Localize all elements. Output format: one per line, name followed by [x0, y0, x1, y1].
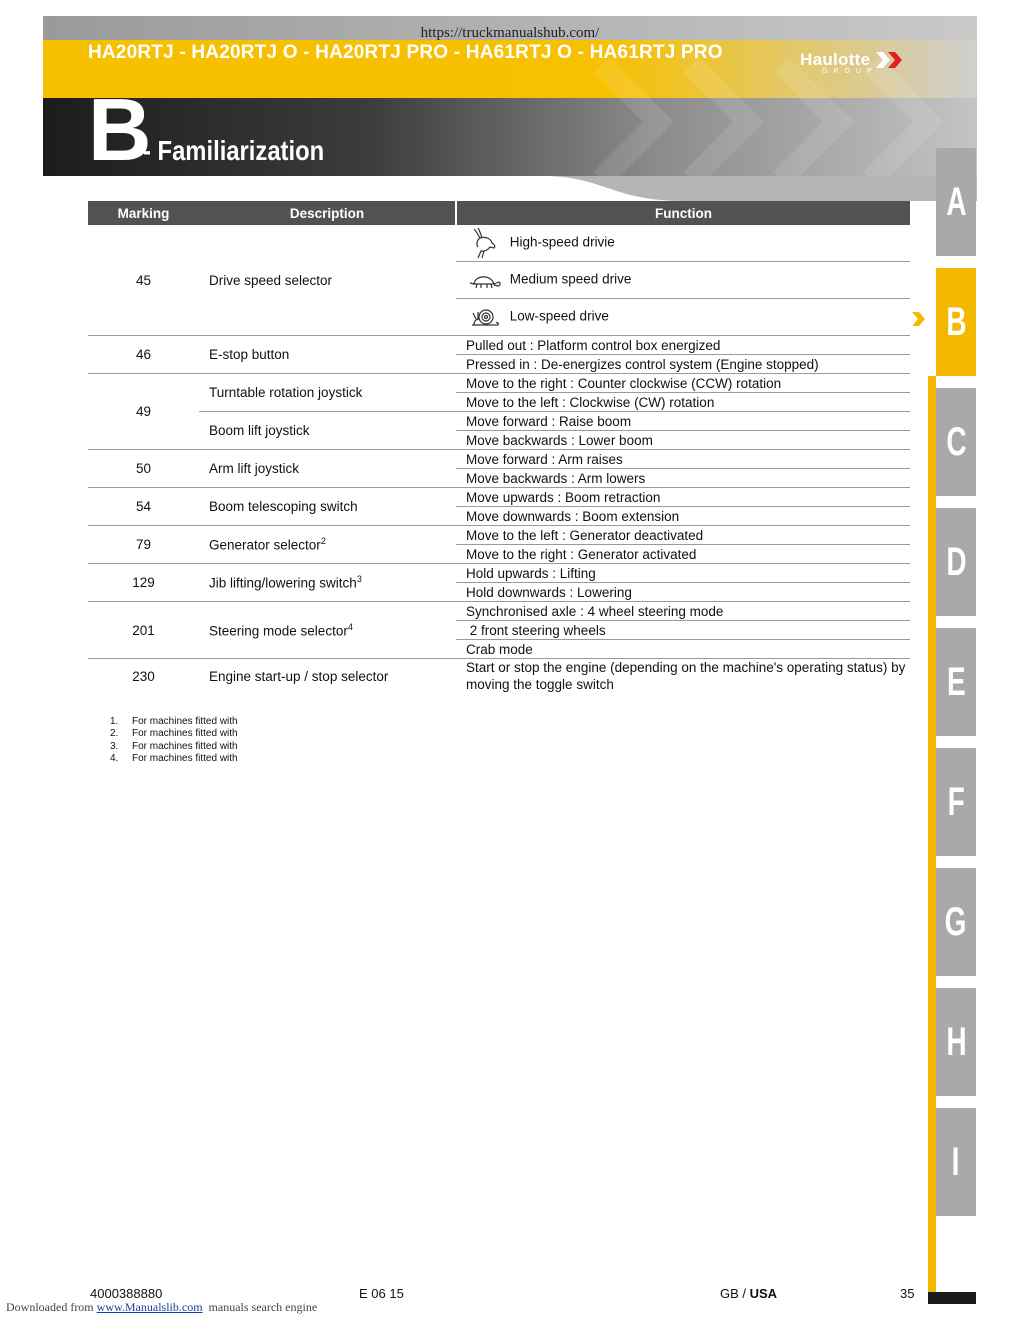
footnote-item: 3. For machines fitted with	[110, 740, 238, 752]
function-text: Start or stop the engine (depending on the machine's operating status) by moving the toggle switch	[466, 660, 906, 692]
row-mark: 230	[132, 668, 155, 684]
header-marking: Marking	[88, 201, 199, 225]
function-text: Pulled out : Platform control box energized	[456, 336, 910, 355]
footnote-item: 2. For machines fitted with	[110, 728, 238, 740]
function-text: Move downwards : Boom extension	[456, 507, 910, 526]
row-description: Generator selector$^2$	[199, 526, 456, 564]
page-number: 35	[900, 1286, 915, 1301]
tab-h[interactable]: H	[936, 988, 976, 1096]
tab-e[interactable]: E	[936, 628, 976, 736]
function-text: Low-speed drive	[509, 308, 609, 324]
function-text: Pressed in : De-energizes control system (Engine stopped)	[456, 355, 910, 374]
function-cell	[456, 299, 910, 336]
side-bottom-bar	[928, 1292, 976, 1304]
row-description: E-stop button	[199, 336, 456, 374]
function-cell	[456, 262, 910, 299]
function-text: High-speed drivie	[509, 234, 615, 250]
footnote-item: 1. For machines fitted with	[110, 716, 238, 727]
row-description: Engine start-up / stop selector	[209, 668, 389, 684]
active-tab-chevron-icon	[910, 311, 926, 327]
table-row	[88, 225, 910, 262]
footnote-ref: 3	[356, 574, 362, 585]
function-text: Move backwards : Arm lowers	[456, 469, 910, 488]
row-mark: 50	[88, 450, 199, 488]
row-description: Turntable rotation joystick	[199, 374, 456, 412]
tab-f[interactable]: F	[936, 748, 976, 856]
table-row	[88, 336, 910, 355]
controls-table	[88, 201, 910, 693]
manualslib-link[interactable]: www.Manualslib.com	[96, 1300, 203, 1314]
table-row	[88, 488, 910, 507]
row-description: Boom telescoping switch	[199, 488, 456, 526]
table-row	[88, 602, 910, 621]
table-row	[88, 526, 910, 545]
function-text: Hold upwards : Lifting	[456, 564, 910, 583]
function-text: Synchronised axle : 4 wheel steering mode	[456, 602, 910, 621]
table-row	[88, 659, 910, 694]
row-description: Boom lift joystick	[199, 412, 456, 450]
function-cell	[456, 225, 910, 262]
haulotte-logo	[800, 50, 878, 75]
row-mark: 46	[88, 336, 199, 374]
function-text: Crab mode	[456, 640, 910, 659]
row-description: Jib lifting/lowering switch$^3$	[199, 564, 456, 602]
snail-icon	[466, 299, 502, 335]
tab-i[interactable]: I	[936, 1108, 976, 1216]
doc-number: 4000388880	[90, 1286, 163, 1301]
tab-c[interactable]: C	[936, 388, 976, 496]
header-description: Description	[199, 201, 456, 225]
tab-a[interactable]: A	[936, 148, 976, 256]
function-text: 2 front steering wheels	[456, 621, 910, 640]
footnote-ref: 2	[320, 536, 326, 547]
table-row	[88, 450, 910, 469]
footnote-ref: 4	[347, 621, 353, 632]
function-text: Move to the right : Counter clockwise (CCW) rotation	[456, 374, 910, 393]
table-row	[88, 564, 910, 583]
row-mark: 129	[88, 564, 199, 602]
model-list: HA20RTJ - HA20RTJ O - HA20RTJ PRO - HA61RTJ O - HA61RTJ PRO	[88, 42, 723, 63]
logo-arrows-icon	[876, 52, 906, 68]
tab-d[interactable]: D	[936, 508, 976, 616]
row-description: Steering mode selector$^4$	[199, 602, 456, 659]
footnotes	[110, 716, 238, 766]
table-row	[88, 412, 910, 431]
footnote-item: 4. For machines fitted with	[110, 753, 238, 765]
logo-group: GROUP	[822, 68, 878, 75]
download-line: Downloaded from www.Manualslib.com manuals search engine	[6, 1300, 318, 1314]
row-description: Drive speed selector	[199, 225, 456, 336]
logo-name: Haulotte	[800, 50, 871, 69]
function-text: Move upwards : Boom retraction	[456, 488, 910, 507]
tab-g[interactable]: G	[936, 868, 976, 976]
row-mark: 54	[88, 488, 199, 526]
row-mark: 49	[88, 374, 199, 450]
rabbit-icon	[466, 225, 502, 261]
function-text: Move to the left : Generator deactivated	[456, 526, 910, 545]
function-text: Medium speed drive	[509, 271, 632, 287]
row-mark: 45	[88, 225, 199, 336]
edition: E 06 15	[359, 1286, 404, 1301]
function-text: Move to the right : Generator activated	[456, 545, 910, 564]
source-url: https://truckmanualshub.com/	[420, 25, 600, 41]
function-text: Move forward : Raise boom	[456, 412, 910, 431]
section-title: - Familiarization	[143, 135, 325, 166]
turtle-icon	[466, 262, 502, 298]
function-text: Move forward : Arm raises	[456, 450, 910, 469]
row-mark: 79	[88, 526, 199, 564]
section-letter: B	[88, 80, 152, 179]
tab-b[interactable]: B	[936, 268, 976, 376]
row-description: Arm lift joystick	[199, 450, 456, 488]
row-mark: 201	[88, 602, 199, 659]
header-function: Function	[456, 201, 910, 225]
function-text: Move to the left : Clockwise (CW) rotation	[456, 393, 910, 412]
function-text: Hold downwards : Lowering	[456, 583, 910, 602]
side-accent-bar	[928, 376, 936, 1296]
function-text: Move backwards : Lower boom	[456, 431, 910, 450]
language: GB / USA	[720, 1286, 778, 1301]
table-row	[88, 374, 910, 393]
